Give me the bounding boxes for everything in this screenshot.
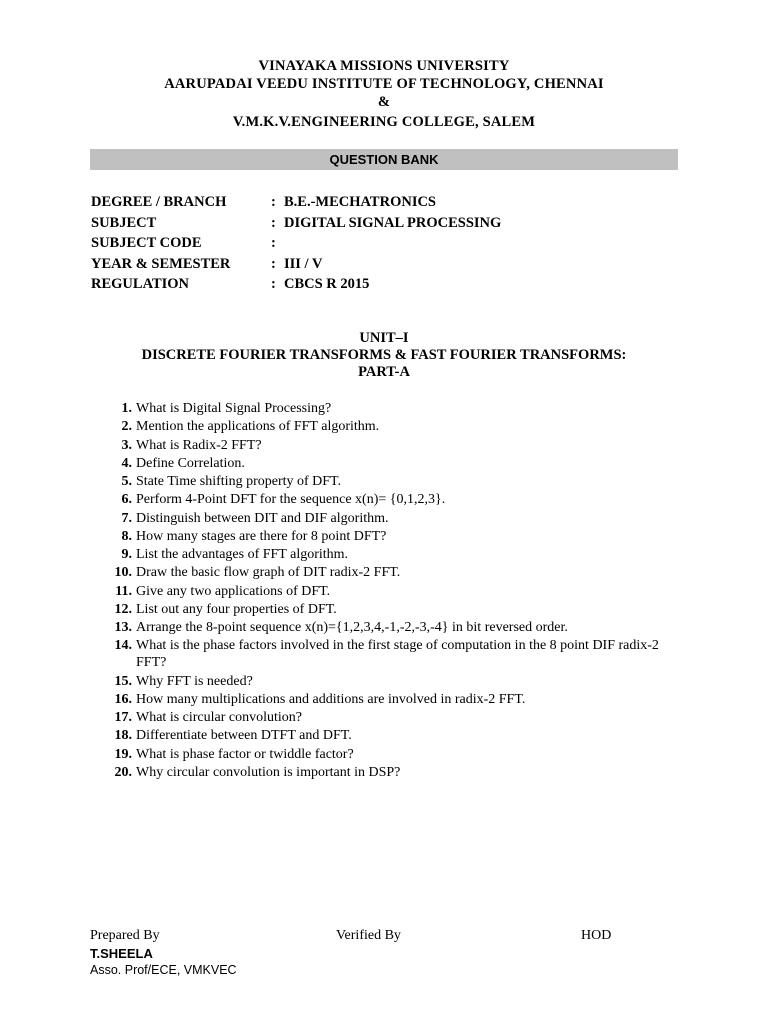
question-number: 7. bbox=[121, 510, 132, 526]
info-value: B.E.-MECHATRONICS bbox=[284, 194, 436, 210]
hod-label: HOD bbox=[581, 928, 612, 943]
info-colon: : bbox=[271, 255, 276, 272]
college-name: V.M.K.V.ENGINEERING COLLEGE, SALEM bbox=[232, 114, 536, 130]
prepared-by-label: Prepared By bbox=[90, 928, 160, 943]
question-text: Arrange the 8-point sequence x(n)={1,2,3,4,-1,-2,-3,-4} in bit reversed order. bbox=[136, 620, 568, 635]
question-text: What is Radix-2 FFT? bbox=[136, 437, 262, 453]
unit-heading bbox=[0, 330, 768, 381]
question-text: Why circular convolution is important in DSP? bbox=[136, 764, 401, 780]
info-row-degree bbox=[91, 192, 651, 213]
question-text: What is the phase factors involved in the first stage of computation in the 8 point DIF radix-2 FFT? bbox=[136, 638, 659, 671]
question-text: Define Correlation. bbox=[136, 455, 245, 471]
list-item bbox=[108, 418, 688, 435]
question-list bbox=[108, 400, 688, 782]
list-item bbox=[108, 546, 688, 563]
question-text: How many stages are there for 8 point DFT? bbox=[136, 528, 387, 544]
question-number: 9. bbox=[121, 547, 132, 562]
info-colon: : bbox=[271, 214, 276, 231]
question-text: Distinguish between DIT and DIF algorithm. bbox=[136, 510, 389, 526]
question-number: 8. bbox=[121, 528, 132, 544]
list-item bbox=[108, 691, 688, 708]
question-bank-banner: QUESTION BANK bbox=[90, 149, 678, 170]
info-label: DEGREE / BRANCH bbox=[91, 194, 227, 210]
question-text: Draw the basic flow graph of DIT radix-2 FFT. bbox=[136, 565, 401, 581]
unit-subtitle: DISCRETE FOURIER TRANSFORMS & FAST FOURIER TRANSFORMS: bbox=[141, 347, 627, 363]
info-colon: : bbox=[271, 276, 276, 292]
info-label: REGULATION bbox=[91, 276, 190, 292]
question-text: What is circular convolution? bbox=[136, 710, 302, 725]
unit-title: UNIT–I bbox=[359, 330, 409, 346]
info-value: DIGITAL SIGNAL PROCESSING bbox=[284, 214, 502, 231]
list-item bbox=[108, 709, 688, 726]
question-text: List out any four properties of DFT. bbox=[136, 601, 337, 617]
question-text: How many multiplications and additions are involved in radix-2 FFT. bbox=[136, 691, 526, 707]
document-footer bbox=[90, 928, 630, 978]
list-item bbox=[108, 727, 688, 744]
info-colon: : bbox=[271, 235, 276, 251]
question-text: Why FFT is needed? bbox=[136, 673, 253, 689]
list-item bbox=[108, 764, 688, 781]
question-number: 1. bbox=[121, 401, 132, 416]
info-label: SUBJECT CODE bbox=[91, 235, 202, 251]
list-item bbox=[108, 673, 688, 690]
list-item bbox=[108, 400, 688, 417]
university-name: VINAYAKA MISSIONS UNIVERSITY bbox=[258, 58, 510, 74]
question-number: 17. bbox=[114, 710, 132, 725]
preparer-name: T.SHEELA bbox=[90, 946, 153, 961]
info-value: III / V bbox=[284, 255, 323, 272]
question-text: Give any two applications of DFT. bbox=[136, 583, 331, 599]
list-item bbox=[108, 564, 688, 581]
question-text: Perform 4-Point DFT for the sequence x(n)= {0,1,2,3}. bbox=[136, 492, 446, 508]
question-number: 13. bbox=[114, 620, 132, 635]
question-text: What is phase factor or twiddle factor? bbox=[136, 746, 354, 762]
info-colon: : bbox=[271, 194, 276, 210]
question-number: 18. bbox=[114, 728, 132, 744]
list-item bbox=[108, 746, 688, 763]
question-number: 20. bbox=[114, 764, 132, 780]
question-number: 19. bbox=[114, 746, 132, 762]
list-item bbox=[108, 491, 688, 508]
question-number: 15. bbox=[114, 673, 132, 689]
question-text: State Time shifting property of DFT. bbox=[136, 474, 342, 489]
list-item bbox=[108, 583, 688, 600]
list-item bbox=[108, 619, 688, 636]
question-text: List the advantages of FFT algorithm. bbox=[136, 547, 349, 562]
info-row-year-semester bbox=[91, 254, 651, 275]
info-label: SUBJECT bbox=[91, 214, 157, 231]
info-row-subject bbox=[91, 213, 651, 234]
list-item bbox=[108, 437, 688, 454]
signature-row bbox=[90, 928, 630, 944]
question-number: 6. bbox=[121, 492, 132, 508]
part-title: PART-A bbox=[358, 364, 410, 380]
question-text: What is Digital Signal Processing? bbox=[136, 401, 332, 416]
course-info bbox=[91, 192, 651, 295]
question-number: 4. bbox=[121, 455, 132, 471]
info-value: CBCS R 2015 bbox=[284, 276, 370, 292]
info-row-subject-code bbox=[91, 233, 651, 254]
list-item bbox=[108, 601, 688, 618]
info-label: YEAR & SEMESTER bbox=[91, 255, 231, 272]
document-header bbox=[0, 57, 768, 131]
question-number: 16. bbox=[114, 691, 132, 707]
list-item bbox=[108, 510, 688, 527]
question-text: Differentiate between DTFT and DFT. bbox=[136, 728, 352, 744]
list-item bbox=[108, 637, 688, 671]
ampersand: & bbox=[377, 94, 391, 110]
question-number: 2. bbox=[121, 419, 132, 435]
list-item bbox=[108, 473, 688, 490]
question-number: 5. bbox=[121, 474, 132, 489]
question-number: 12. bbox=[114, 601, 132, 617]
list-item bbox=[108, 528, 688, 545]
question-number: 3. bbox=[121, 437, 132, 453]
institute-name: AARUPADAI VEEDU INSTITUTE OF TECHNOLOGY, CHENNAI bbox=[164, 76, 604, 92]
info-row-regulation bbox=[91, 274, 651, 295]
preparer-designation: Asso. Prof/ECE, VMKVEC bbox=[90, 963, 237, 977]
question-text: Mention the applications of FFT algorithm. bbox=[136, 419, 380, 435]
question-number: 10. bbox=[114, 565, 132, 581]
question-number: 11. bbox=[115, 583, 132, 599]
question-number: 14. bbox=[114, 638, 132, 654]
verified-by-label: Verified By bbox=[336, 928, 401, 943]
list-item bbox=[108, 455, 688, 472]
